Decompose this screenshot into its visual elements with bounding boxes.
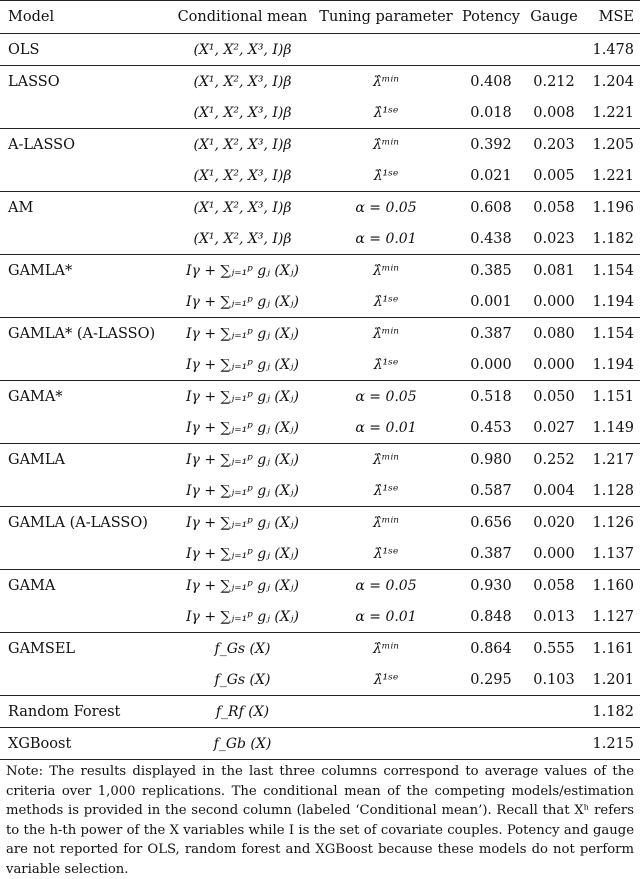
cell-gauge: 0.252: [533, 451, 575, 468]
table-row: [0, 475, 640, 507]
cell-tuning-parameter: α = 0.01: [315, 601, 457, 633]
cell-tuning-parameter: λ̂¹ˢᵉ: [315, 475, 457, 507]
cell-gauge: 0.020: [533, 514, 575, 531]
cell-conditional-mean: Iγ + ∑ⱼ₌₁ᵖ gⱼ (Xⱼ): [170, 538, 315, 570]
cell-mse: 1.126: [592, 514, 634, 531]
cell-model: A-LASSO: [8, 136, 75, 153]
table-row: [0, 728, 640, 760]
cell-gauge: 0.000: [525, 538, 583, 570]
cell-model: GAMLA*: [8, 262, 73, 279]
cell-tuning-parameter: [315, 34, 457, 66]
cell-potency: 0.295: [457, 664, 525, 696]
cell-gauge: [525, 696, 583, 728]
cell-conditional-mean: Iγ + ∑ⱼ₌₁ᵖ gⱼ (Xⱼ): [170, 475, 315, 507]
cell-mse: 1.154: [592, 262, 634, 279]
cell-tuning-parameter: α = 0.01: [315, 223, 457, 255]
cell-mse: 1.201: [583, 664, 640, 696]
cell-potency: 0.000: [457, 349, 525, 381]
cell-potency: [457, 696, 525, 728]
table-row: [0, 192, 640, 224]
cell-mse: 1.128: [583, 475, 640, 507]
cell-tuning-parameter: λ̂ᵐⁱⁿ: [373, 451, 399, 468]
cell-potency: 0.656: [470, 514, 512, 531]
cell-gauge: 0.555: [533, 640, 575, 657]
cell-gauge: 0.080: [533, 325, 575, 342]
cell-model: OLS: [0, 34, 170, 66]
table-row: [0, 66, 640, 98]
cell-gauge: 0.058: [533, 199, 575, 216]
cell-model: Random Forest: [0, 696, 170, 728]
header-potency: Potency: [457, 0, 525, 34]
cell-mse: 1.196: [592, 199, 634, 216]
cell-potency: [457, 34, 525, 66]
cell-tuning-parameter: λ̂¹ˢᵉ: [315, 349, 457, 381]
cell-gauge: 0.058: [533, 577, 575, 594]
header-mse: MSE: [583, 0, 640, 34]
cell-conditional-mean: (X¹, X², X³, I)β: [193, 73, 292, 90]
table-row: [0, 444, 640, 476]
cell-model: [0, 349, 170, 381]
header-row: [0, 0, 640, 34]
cell-mse: 1.221: [583, 97, 640, 129]
cell-gauge: 0.013: [525, 601, 583, 633]
cell-model: [0, 601, 170, 633]
cell-model: GAMA*: [8, 388, 63, 405]
table-body: [0, 34, 640, 760]
cell-potency: 0.864: [470, 640, 512, 657]
cell-model: [0, 286, 170, 318]
cell-potency: 0.848: [457, 601, 525, 633]
table-row: [0, 129, 640, 161]
table-row: [0, 664, 640, 696]
table-note: Note: The results displayed in the last three columns correspond to average values of the criteria over 1,000 replications. The conditional mean of the competing models/estimation methods is provided in the second column (labeled ‘Conditional mean’). Recall that Xʰ refers to the h-th power of the X variables while I is the set of covariate couples. Potency and gauge are not reported for OLS, random forest and XGBoost because these models do not perform variable selection.: [6, 764, 634, 877]
cell-model: AM: [8, 199, 34, 216]
cell-model: [0, 160, 170, 192]
cell-gauge: [525, 34, 583, 66]
cell-tuning-parameter: λ̂ᵐⁱⁿ: [373, 514, 399, 531]
cell-conditional-mean: f_Rf (X): [170, 696, 315, 728]
table-row: [0, 34, 640, 66]
cell-model: GAMA: [8, 577, 56, 594]
cell-mse: 1.204: [592, 73, 634, 90]
cell-tuning-parameter: [315, 728, 457, 760]
cell-tuning-parameter: [315, 696, 457, 728]
cell-tuning-parameter: λ̂¹ˢᵉ: [315, 160, 457, 192]
cell-model: GAMLA (A-LASSO): [8, 514, 148, 531]
cell-mse: 1.127: [583, 601, 640, 633]
cell-tuning-parameter: λ̂ᵐⁱⁿ: [373, 136, 399, 153]
cell-conditional-mean: Iγ + ∑ⱼ₌₁ᵖ gⱼ (Xⱼ): [186, 388, 299, 405]
cell-potency: 0.453: [457, 412, 525, 444]
cell-tuning-parameter: λ̂¹ˢᵉ: [315, 97, 457, 129]
cell-model: XGBoost: [0, 728, 170, 760]
cell-model: [0, 475, 170, 507]
cell-potency: 0.587: [457, 475, 525, 507]
cell-mse: 1.149: [583, 412, 640, 444]
cell-gauge: 0.081: [533, 262, 575, 279]
cell-gauge: 0.050: [533, 388, 575, 405]
cell-model: GAMLA: [8, 451, 66, 468]
cell-model: GAMLA* (A-LASSO): [8, 325, 156, 342]
table-row: [0, 97, 640, 129]
cell-mse: 1.182: [583, 696, 640, 728]
cell-mse: 1.478: [583, 34, 640, 66]
cell-mse: 1.137: [583, 538, 640, 570]
table-row: [0, 507, 640, 539]
cell-conditional-mean: f_Gb (X): [170, 728, 315, 760]
cell-tuning-parameter: λ̂¹ˢᵉ: [315, 538, 457, 570]
header-tuning-parameter: Tuning parameter: [315, 0, 457, 34]
cell-mse: 1.194: [583, 286, 640, 318]
cell-conditional-mean: (X¹, X², X³, I)β: [193, 199, 292, 216]
cell-model: GAMSEL: [8, 640, 76, 657]
table-row: [0, 696, 640, 728]
cell-gauge: 0.212: [533, 73, 575, 90]
cell-gauge: 0.004: [525, 475, 583, 507]
cell-model: [0, 97, 170, 129]
table-row: [0, 160, 640, 192]
cell-conditional-mean: Iγ + ∑ⱼ₌₁ᵖ gⱼ (Xⱼ): [186, 514, 299, 531]
cell-conditional-mean: Iγ + ∑ⱼ₌₁ᵖ gⱼ (Xⱼ): [170, 286, 315, 318]
cell-mse: 1.205: [592, 136, 634, 153]
cell-tuning-parameter: α = 0.05: [355, 577, 417, 594]
table-row: [0, 286, 640, 318]
cell-gauge: 0.005: [525, 160, 583, 192]
table-row: [0, 538, 640, 570]
table-row: [0, 255, 640, 287]
cell-conditional-mean: Iγ + ∑ⱼ₌₁ᵖ gⱼ (Xⱼ): [170, 349, 315, 381]
cell-tuning-parameter: λ̂¹ˢᵉ: [315, 286, 457, 318]
cell-mse: 1.151: [592, 388, 634, 405]
cell-gauge: 0.023: [525, 223, 583, 255]
cell-gauge: 0.103: [525, 664, 583, 696]
cell-tuning-parameter: λ̂ᵐⁱⁿ: [373, 325, 399, 342]
table-row: [0, 318, 640, 350]
cell-mse: 1.215: [583, 728, 640, 760]
cell-conditional-mean: (X¹, X², X³, I)β: [170, 34, 315, 66]
cell-potency: [457, 728, 525, 760]
cell-model: [0, 223, 170, 255]
table-row: [0, 570, 640, 602]
cell-model: [0, 412, 170, 444]
cell-conditional-mean: (X¹, X², X³, I)β: [170, 223, 315, 255]
cell-mse: 1.221: [583, 160, 640, 192]
cell-tuning-parameter: α = 0.05: [355, 388, 417, 405]
table-row: [0, 633, 640, 665]
header-conditional-mean: Conditional mean: [170, 0, 315, 34]
cell-mse: 1.182: [583, 223, 640, 255]
cell-conditional-mean: Iγ + ∑ⱼ₌₁ᵖ gⱼ (Xⱼ): [170, 412, 315, 444]
cell-conditional-mean: (X¹, X², X³, I)β: [170, 97, 315, 129]
table-row: [0, 349, 640, 381]
table-row: [0, 601, 640, 633]
header-model: Model: [0, 0, 170, 34]
cell-potency: 0.392: [470, 136, 512, 153]
cell-potency: 0.408: [470, 73, 512, 90]
cell-conditional-mean: f_Gs (X): [214, 640, 271, 657]
table-row: [0, 381, 640, 413]
cell-tuning-parameter: λ̂ᵐⁱⁿ: [373, 262, 399, 279]
cell-gauge: 0.008: [525, 97, 583, 129]
cell-model: [0, 664, 170, 696]
cell-model: LASSO: [8, 73, 60, 90]
cell-mse: 1.160: [592, 577, 634, 594]
cell-mse: 1.194: [583, 349, 640, 381]
cell-potency: 0.385: [470, 262, 512, 279]
cell-tuning-parameter: λ̂¹ˢᵉ: [315, 664, 457, 696]
cell-potency: 0.387: [457, 538, 525, 570]
cell-conditional-mean: f_Gs (X): [170, 664, 315, 696]
cell-potency: 0.930: [470, 577, 512, 594]
cell-potency: 0.980: [470, 451, 512, 468]
cell-gauge: 0.027: [525, 412, 583, 444]
cell-gauge: 0.000: [525, 286, 583, 318]
cell-potency: 0.001: [457, 286, 525, 318]
cell-tuning-parameter: α = 0.05: [355, 199, 417, 216]
cell-potency: 0.608: [470, 199, 512, 216]
table-row: [0, 223, 640, 255]
cell-gauge: 0.000: [525, 349, 583, 381]
cell-tuning-parameter: λ̂ᵐⁱⁿ: [373, 640, 399, 657]
cell-potency: 0.518: [470, 388, 512, 405]
cell-mse: 1.161: [592, 640, 634, 657]
cell-potency: 0.018: [457, 97, 525, 129]
cell-potency: 0.387: [470, 325, 512, 342]
cell-gauge: 0.203: [533, 136, 575, 153]
header-gauge: Gauge: [525, 0, 583, 34]
cell-potency: 0.021: [457, 160, 525, 192]
cell-tuning-parameter: λ̂ᵐⁱⁿ: [373, 73, 399, 90]
cell-potency: 0.438: [457, 223, 525, 255]
cell-tuning-parameter: α = 0.01: [315, 412, 457, 444]
cell-conditional-mean: Iγ + ∑ⱼ₌₁ᵖ gⱼ (Xⱼ): [186, 577, 299, 594]
cell-conditional-mean: Iγ + ∑ⱼ₌₁ᵖ gⱼ (Xⱼ): [186, 451, 299, 468]
cell-mse: 1.154: [592, 325, 634, 342]
cell-conditional-mean: (X¹, X², X³, I)β: [193, 136, 292, 153]
cell-conditional-mean: (X¹, X², X³, I)β: [170, 160, 315, 192]
table-row: [0, 412, 640, 444]
cell-conditional-mean: Iγ + ∑ⱼ₌₁ᵖ gⱼ (Xⱼ): [186, 325, 299, 342]
cell-gauge: [525, 728, 583, 760]
cell-conditional-mean: Iγ + ∑ⱼ₌₁ᵖ gⱼ (Xⱼ): [186, 262, 299, 279]
cell-conditional-mean: Iγ + ∑ⱼ₌₁ᵖ gⱼ (Xⱼ): [170, 601, 315, 633]
cell-model: [0, 538, 170, 570]
cell-mse: 1.217: [592, 451, 634, 468]
